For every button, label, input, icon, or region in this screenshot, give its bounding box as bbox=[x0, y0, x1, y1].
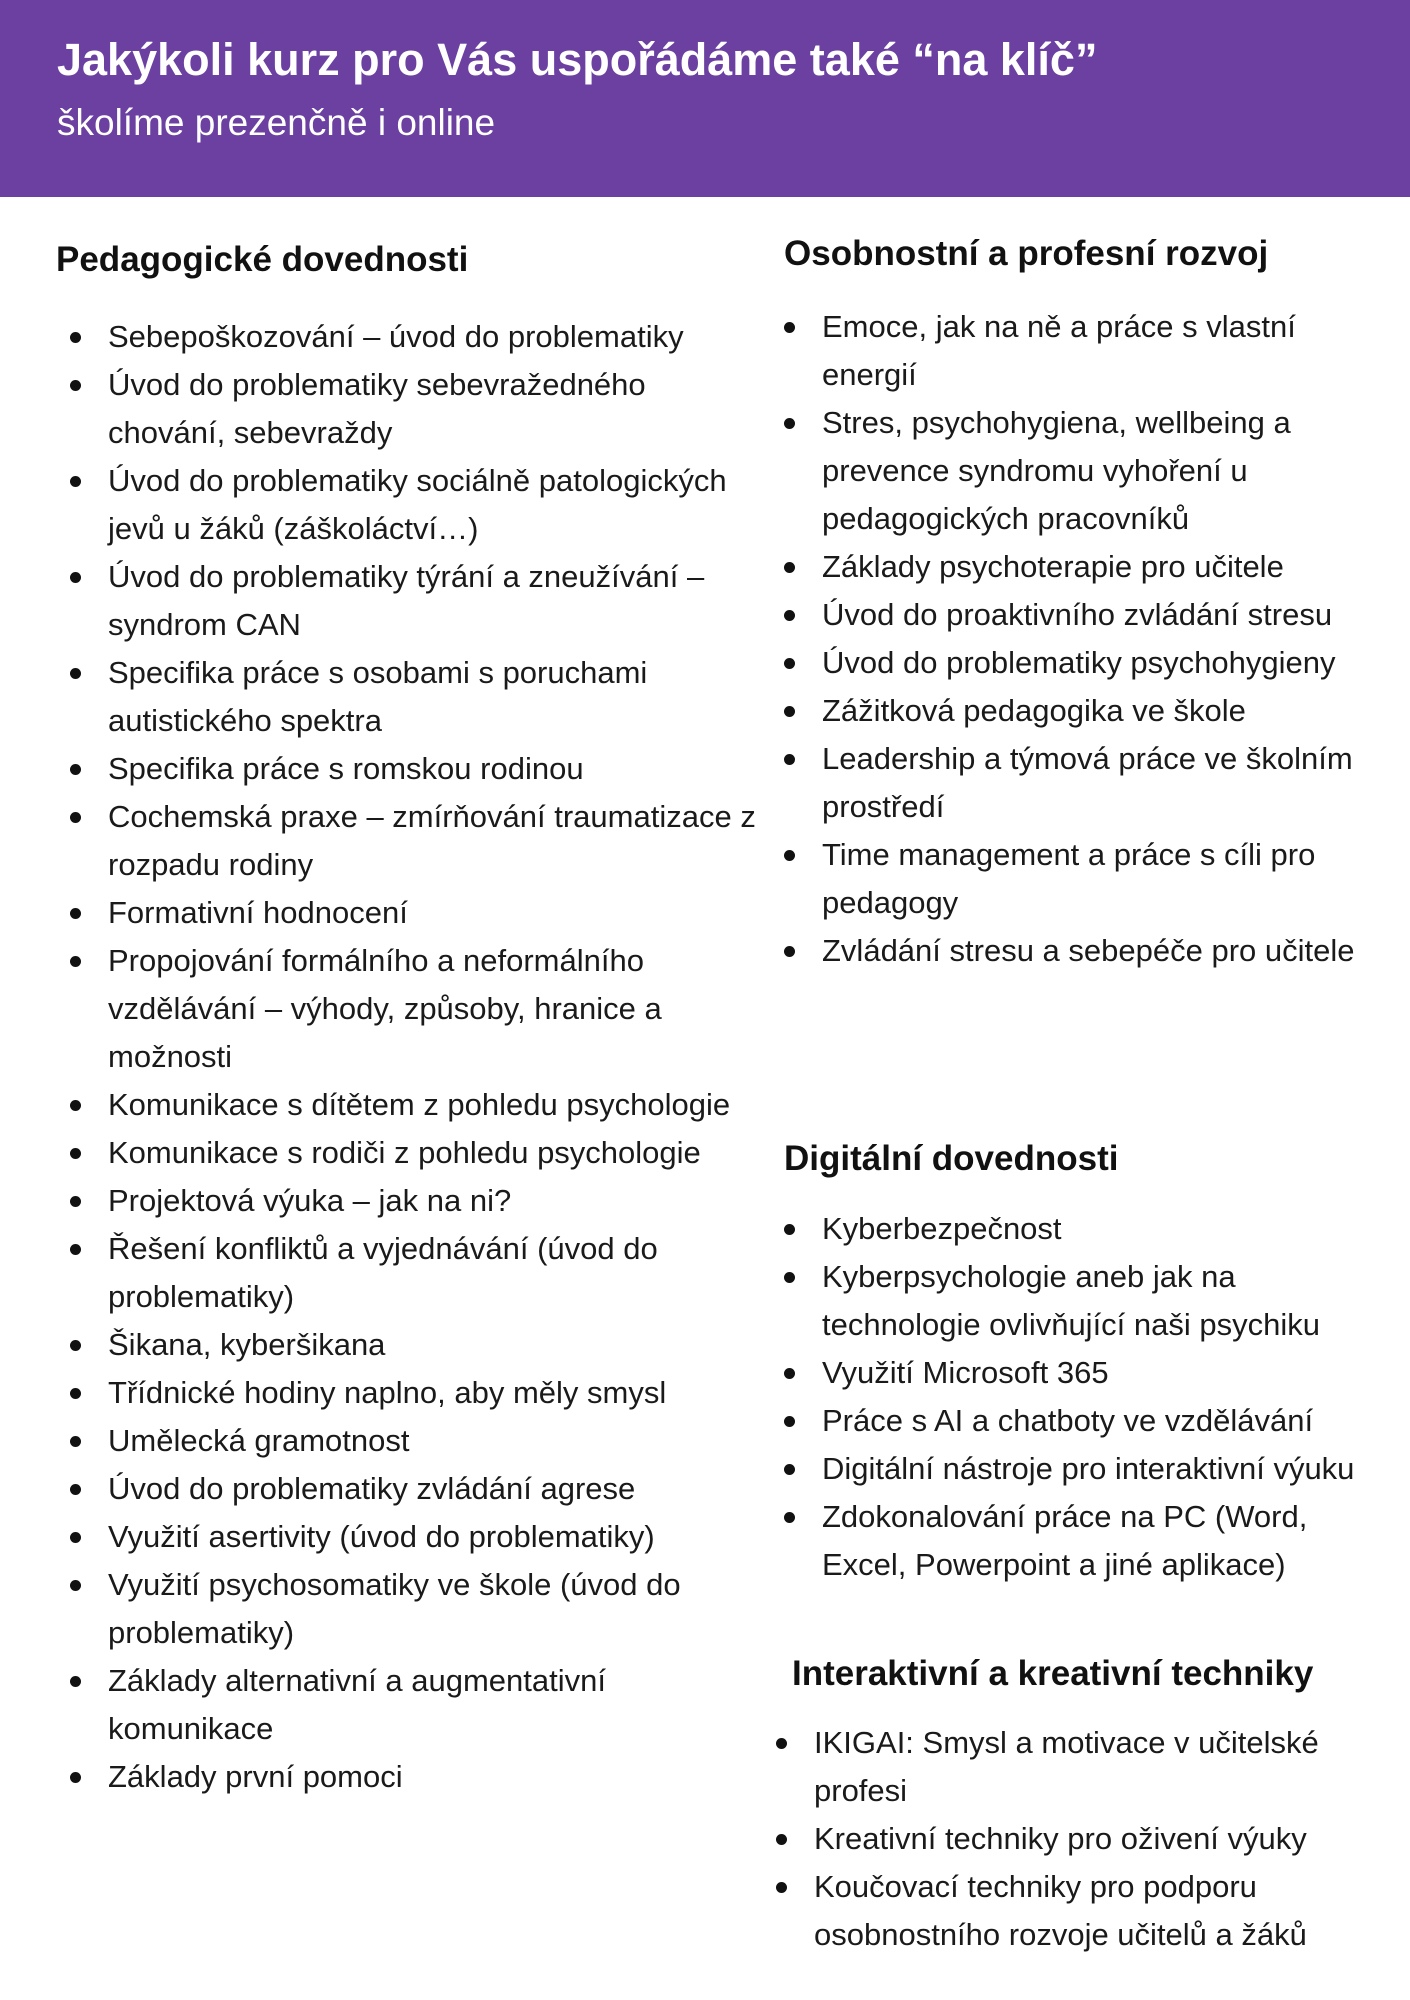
list-item-text: Komunikace s dítětem z pohledu psychologie bbox=[108, 1087, 731, 1122]
list-item-text: Základy první pomoci bbox=[108, 1759, 403, 1794]
list-item bbox=[70, 937, 760, 1081]
list-item-text: Leadership a týmová práce ve školním prostředí bbox=[822, 741, 1353, 824]
list-item-text: Koučovací techniky pro podporu osobnostního rozvoje učitelů a žáků bbox=[814, 1869, 1307, 1952]
bullet-icon bbox=[784, 754, 795, 765]
list-item-text: Specifika práce s romskou rodinou bbox=[108, 751, 584, 786]
list-item bbox=[784, 927, 1384, 975]
page-subtitle: školíme prezenčně i online bbox=[57, 102, 496, 143]
list-item bbox=[70, 1369, 760, 1417]
bullet-icon bbox=[70, 476, 81, 487]
list-item bbox=[70, 361, 760, 457]
bullet-icon bbox=[784, 610, 795, 621]
bullet-icon bbox=[70, 812, 81, 823]
list-item bbox=[784, 735, 1384, 831]
bullet-icon bbox=[784, 562, 795, 573]
bullet-icon bbox=[784, 658, 795, 669]
bullet-icon bbox=[784, 1224, 795, 1235]
bullet-icon bbox=[70, 1676, 81, 1687]
list-item bbox=[784, 303, 1384, 399]
page-title: Jakýkoli kurz pro Vás uspořádáme také “na klíč” bbox=[57, 34, 1098, 85]
list-item bbox=[776, 1863, 1386, 1959]
list-item bbox=[70, 793, 760, 889]
list-item-text: Využití asertivity (úvod do problematiky) bbox=[108, 1519, 655, 1554]
section-heading-pedagogical: Pedagogické dovednosti bbox=[56, 240, 469, 279]
list-item-text: Úvod do problematiky týrání a zneužívání – syndrom CAN bbox=[108, 559, 705, 642]
list-item-text: Projektová výuka – jak na ni? bbox=[108, 1183, 512, 1218]
list-item-text: Využití Microsoft 365 bbox=[822, 1355, 1109, 1390]
list-item-text: Práce s AI a chatboty ve vzdělávání bbox=[822, 1403, 1314, 1438]
bullet-icon bbox=[70, 1772, 81, 1783]
list-item-text: Řešení konfliktů a vyjednávání (úvod do problematiky) bbox=[108, 1231, 658, 1314]
list-item bbox=[70, 1465, 760, 1513]
bullet-icon bbox=[70, 572, 81, 583]
bullet-icon bbox=[70, 1388, 81, 1399]
list-item bbox=[70, 457, 760, 553]
bullet-icon bbox=[784, 322, 795, 333]
bullet-icon bbox=[70, 764, 81, 775]
list-item-text: Zážitková pedagogika ve škole bbox=[822, 693, 1246, 728]
list-item bbox=[776, 1815, 1386, 1863]
list-item-text: Kyberpsychologie aneb jak na technologie ovlivňující naši psychiku bbox=[822, 1259, 1320, 1342]
list-item bbox=[70, 1561, 760, 1657]
section-heading-personal: Osobnostní a profesní rozvoj bbox=[784, 234, 1269, 273]
list-item bbox=[776, 1719, 1386, 1815]
bullet-icon bbox=[70, 1580, 81, 1591]
list-item bbox=[70, 1657, 760, 1753]
list-item bbox=[784, 1397, 1384, 1445]
bullet-icon bbox=[70, 908, 81, 919]
bullet-icon bbox=[70, 1196, 81, 1207]
list-item bbox=[784, 687, 1384, 735]
list-item-text: Úvod do problematiky sociálně patologických jevů u žáků (záškoláctví…) bbox=[108, 463, 727, 546]
bullet-icon bbox=[70, 668, 81, 679]
bullet-icon bbox=[70, 1100, 81, 1111]
list-item bbox=[70, 1177, 760, 1225]
list-item bbox=[70, 745, 760, 793]
list-item bbox=[70, 1081, 760, 1129]
pedagogical-list bbox=[70, 313, 760, 1801]
bullet-icon bbox=[776, 1834, 787, 1845]
bullet-icon bbox=[70, 1532, 81, 1543]
bullet-icon bbox=[70, 1436, 81, 1447]
list-item bbox=[70, 1417, 760, 1465]
list-item-text: Sebepoškozování – úvod do problematiky bbox=[108, 319, 684, 354]
list-item bbox=[784, 1253, 1384, 1349]
bullet-icon bbox=[70, 1340, 81, 1351]
list-item bbox=[70, 1753, 760, 1801]
list-item-text: Komunikace s rodiči z pohledu psychologie bbox=[108, 1135, 701, 1170]
list-item-text: Kreativní techniky pro oživení výuky bbox=[814, 1821, 1307, 1856]
list-item-text: Specifika práce s osobami s poruchami autistického spektra bbox=[108, 655, 648, 738]
section-heading-digital: Digitální dovednosti bbox=[784, 1139, 1119, 1178]
list-item-text: Kyberbezpečnost bbox=[822, 1211, 1062, 1246]
list-item-text: Zvládání stresu a sebepéče pro učitele bbox=[822, 933, 1355, 968]
bullet-icon bbox=[70, 332, 81, 343]
bullet-icon bbox=[784, 706, 795, 717]
bullet-icon bbox=[70, 1148, 81, 1159]
list-item bbox=[70, 313, 760, 361]
list-item bbox=[784, 1349, 1384, 1397]
list-item-text: Základy psychoterapie pro učitele bbox=[822, 549, 1284, 584]
bullet-icon bbox=[70, 1484, 81, 1495]
digital-list bbox=[784, 1205, 1384, 1589]
list-item-text: Time management a práce s cíli pro pedagogy bbox=[822, 837, 1316, 920]
bullet-icon bbox=[70, 380, 81, 391]
list-item bbox=[784, 1205, 1384, 1253]
header-banner bbox=[0, 0, 1410, 197]
section-heading-creative: Interaktivní a kreativní techniky bbox=[792, 1654, 1314, 1693]
bullet-icon bbox=[784, 1512, 795, 1523]
list-item bbox=[70, 1513, 760, 1561]
list-item-text: Stres, psychohygiena, wellbeing a prevence syndromu vyhoření u pedagogických pracovníků bbox=[822, 405, 1291, 536]
bullet-icon bbox=[70, 956, 81, 967]
list-item-text: Digitální nástroje pro interaktivní výuku bbox=[822, 1451, 1355, 1486]
list-item-text: Využití psychosomatiky ve škole (úvod do problematiky) bbox=[108, 1567, 681, 1650]
bullet-icon bbox=[784, 1272, 795, 1283]
bullet-icon bbox=[784, 850, 795, 861]
list-item bbox=[784, 639, 1384, 687]
list-item-text: Úvod do problematiky sebevražedného chování, sebevraždy bbox=[108, 367, 646, 450]
list-item-text: Úvod do problematiky psychohygieny bbox=[822, 645, 1336, 680]
list-item bbox=[70, 1321, 760, 1369]
list-item-text: Úvod do problematiky zvládání agrese bbox=[108, 1471, 636, 1506]
list-item-text: Formativní hodnocení bbox=[108, 895, 408, 930]
creative-list bbox=[776, 1719, 1386, 1959]
bullet-icon bbox=[784, 1416, 795, 1427]
list-item-text: Třídnické hodiny naplno, aby měly smysl bbox=[108, 1375, 667, 1410]
list-item-text: Cochemská praxe – zmírňování traumatizace z rozpadu rodiny bbox=[108, 799, 756, 882]
list-item-text: Úvod do proaktivního zvládání stresu bbox=[822, 597, 1333, 632]
list-item bbox=[784, 831, 1384, 927]
list-item bbox=[784, 399, 1384, 543]
list-item bbox=[784, 543, 1384, 591]
list-item-text: Umělecká gramotnost bbox=[108, 1423, 410, 1458]
bullet-icon bbox=[784, 418, 795, 429]
list-item bbox=[70, 553, 760, 649]
bullet-icon bbox=[776, 1738, 787, 1749]
personal-list bbox=[784, 303, 1384, 975]
list-item bbox=[784, 591, 1384, 639]
list-item bbox=[70, 1225, 760, 1321]
list-item bbox=[70, 1129, 760, 1177]
list-item-text: Propojování formálního a neformálního vzdělávání – výhody, způsoby, hranice a možnosti bbox=[108, 943, 662, 1074]
list-item bbox=[784, 1445, 1384, 1493]
list-item-text: Emoce, jak na ně a práce s vlastní energií bbox=[822, 309, 1296, 392]
bullet-icon bbox=[784, 1464, 795, 1475]
bullet-icon bbox=[784, 1368, 795, 1379]
list-item bbox=[70, 889, 760, 937]
bullet-icon bbox=[776, 1882, 787, 1893]
list-item bbox=[784, 1493, 1384, 1589]
bullet-icon bbox=[70, 1244, 81, 1255]
list-item-text: Základy alternativní a augmentativní komunikace bbox=[108, 1663, 606, 1746]
bullet-icon bbox=[784, 946, 795, 957]
list-item bbox=[70, 649, 760, 745]
list-item-text: Zdokonalování práce na PC (Word, Excel, Powerpoint a jiné aplikace) bbox=[822, 1499, 1308, 1582]
list-item-text: IKIGAI: Smysl a motivace v učitelské profesi bbox=[814, 1725, 1319, 1808]
list-item-text: Šikana, kyberšikana bbox=[108, 1327, 386, 1362]
